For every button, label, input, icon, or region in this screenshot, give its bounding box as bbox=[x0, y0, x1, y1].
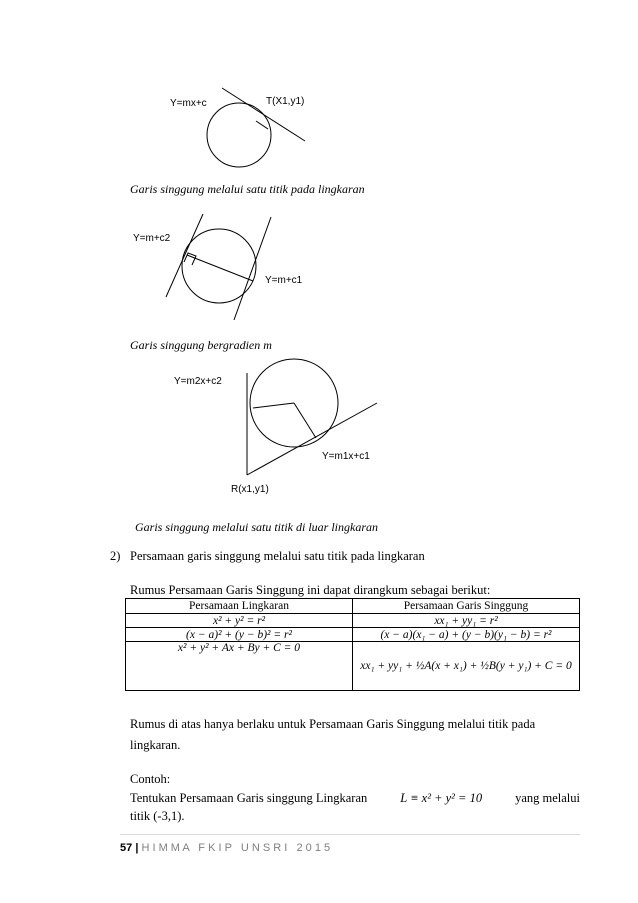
table-row bbox=[126, 614, 580, 628]
table-header: Persamaan Garis Singgung bbox=[353, 599, 580, 614]
caption-3: Garis singgung melalui satu titik di luar lingkaran bbox=[135, 520, 379, 534]
table-intro: Rumus Persamaan Garis Singgung ini dapat dirangkum sebagai berikut: bbox=[130, 583, 491, 597]
radius-1 bbox=[256, 121, 268, 129]
formula-table bbox=[125, 598, 580, 691]
tangent-line-2b bbox=[234, 217, 271, 320]
label-line-2b: Y=m+c1 bbox=[265, 275, 303, 286]
caption-1: Garis singgung melalui satu titik pada lingkaran bbox=[130, 182, 365, 196]
diameter-2 bbox=[187, 255, 253, 281]
caption-2: Garis singgung bergradien m bbox=[130, 338, 272, 352]
label-point-1: T(X1,y1) bbox=[266, 96, 305, 107]
table-cell: xx₁ + yy₁ + ½A(x + x₁) + ½B(y + y₁) + C = 0 bbox=[353, 642, 580, 691]
table-cell: (x − a)² + (y − b)² = r² bbox=[126, 628, 353, 642]
note-line-1: Rumus di atas hanya berlaku untuk Persamaan Garis Singgung melalui titik pada bbox=[130, 717, 536, 731]
label-line-3a: Y=m2x+c2 bbox=[174, 376, 222, 387]
table-cell: x² + y² + Ax + By + C = 0 bbox=[126, 642, 353, 691]
table-cell: (x − a)(x₁ − a) + (y − b)(y₁ − b) = r² bbox=[353, 628, 580, 642]
example-heading: Contoh: bbox=[130, 772, 171, 786]
section-number: 2) bbox=[110, 549, 121, 563]
section-title: Persamaan garis singgung melalui satu titik pada lingkaran bbox=[130, 549, 425, 563]
table-row bbox=[126, 628, 580, 642]
table-header-row bbox=[126, 599, 580, 614]
footer bbox=[120, 842, 330, 854]
example-math: L ≡ x² + y² = 10 bbox=[400, 791, 483, 805]
table-header: Persamaan Lingkaran bbox=[126, 599, 353, 614]
circle-2 bbox=[182, 229, 256, 303]
label-line-3b: Y=m1x+c1 bbox=[322, 451, 370, 462]
example-line-1 bbox=[130, 791, 580, 806]
right-angle-mark bbox=[184, 253, 196, 265]
footer-separator: | bbox=[135, 842, 139, 854]
page-number: 57 bbox=[120, 842, 133, 854]
tangent-line-2a bbox=[166, 214, 203, 297]
table-cell: xx₁ + yy₁ = r² bbox=[353, 614, 580, 628]
note-line-2: lingkaran. bbox=[130, 738, 181, 752]
example-line-2: titik (-3,1). bbox=[130, 809, 185, 823]
footer-divider bbox=[120, 834, 580, 835]
label-line-2a: Y=m+c2 bbox=[133, 233, 171, 244]
table-row bbox=[126, 642, 580, 691]
footer-org: H I M M A F K I P U N S R I 2 0 1 5 bbox=[141, 842, 331, 854]
example-tail: yang melalui bbox=[515, 791, 580, 805]
radius-3a bbox=[253, 403, 294, 408]
example-text: Tentukan Persamaan Garis singgung Lingkaran bbox=[130, 791, 368, 805]
label-line-1: Y=mx+c bbox=[170, 98, 207, 109]
radius-3b bbox=[294, 403, 316, 438]
table-cell: x² + y² = r² bbox=[126, 614, 353, 628]
tangent-line-3b bbox=[247, 403, 377, 475]
label-point-3: R(x1,y1) bbox=[231, 484, 269, 495]
